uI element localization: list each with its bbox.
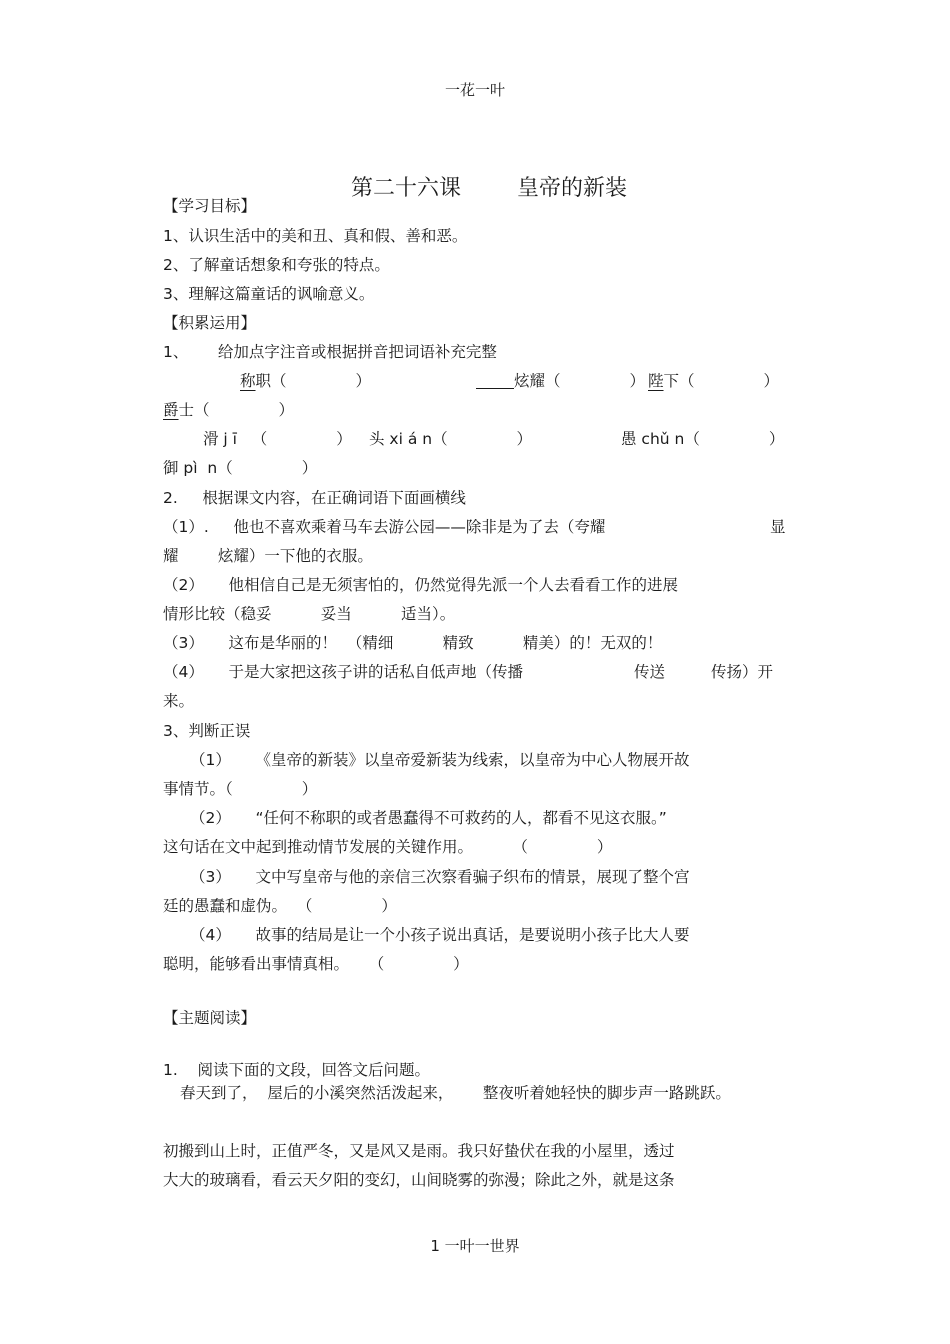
pinyin-huaji: 滑 j ī （ ） [203, 430, 352, 448]
practice-heading: 【积累运用】 [163, 314, 257, 332]
q2-sentence-2b: 情形比较（稳妥 妥当 适当）。 [163, 605, 456, 623]
reading-q1: 1. 阅读下面的文段，回答文后问题。 [163, 1061, 430, 1079]
reading-paragraph-1: 春天到了， 屋后的小溪突然活泼起来， 整夜听着她轻快的脚步声一路跳跃。 [180, 1084, 731, 1102]
reading-paragraph-2a: 初搬到山上时，正值严冬，又是风又是雨。我只好蛰伏在我的小屋里，透过 [163, 1142, 675, 1160]
pinyin-yupin: 御 pì n（ ） [163, 459, 318, 477]
goals-heading: 【学习目标】 [163, 197, 257, 215]
q2-sentence-3: （3） 这布是华丽的！ （精细 精致 精美）的！无双的！ [163, 634, 663, 652]
reading-paragraph-2b: 大大的玻璃看，看云天夕阳的变幻，山间晓雾的弥漫；除此之外，就是这条 [163, 1171, 675, 1189]
q2-title: 2. 根据课文内容，在正确词语下面画横线 [163, 489, 466, 507]
pinyin-touxian: 头 xi á n（ ） [369, 430, 533, 448]
q2-sentence-4b: 传送 [634, 663, 666, 681]
word-bixia: 陛下（ ） [648, 372, 779, 390]
goal-item-3: 3、理解这篇童话的讽喻意义。 [163, 285, 375, 303]
word-jueshi: 爵士（ ） [163, 401, 294, 419]
page-title [0, 150, 950, 228]
q3-title: 3、判断正误 [163, 722, 251, 740]
page-footer: 1 一叶一世界 [430, 1237, 520, 1255]
q3-judge-2b: 这句话在文中起到推动情节发展的关键作用。 （ ） [163, 838, 613, 856]
q1-title: 1、 给加点字注音或根据拼音把词语补充完整 [163, 343, 497, 361]
word-chengzhi: 称职（ ） [240, 372, 371, 390]
q2-sentence-1a: （1）. 他也不喜欢乘着马车去游公园——除非是为了去（夸耀 [163, 518, 606, 536]
q3-judge-4b: 聪明，能够看出事情真相。 （ ） [163, 955, 469, 973]
goal-item-2: 2、了解童话想象和夸张的特点。 [163, 256, 390, 274]
word-xuanyao: 炫耀（ ） [476, 371, 645, 391]
q2-sentence-4a: （4） 于是大家把这孩子讲的话私自低声地（传播 [163, 663, 523, 681]
reading-heading: 【主题阅读】 [163, 1009, 257, 1027]
pinyin-yuchun: 愚 chǔ n（ ） [621, 430, 785, 448]
page-header: 一花一叶 [444, 81, 505, 99]
q3-judge-1b: 事情节。（ ） [163, 780, 318, 798]
dotted-char: 陛 [648, 372, 664, 390]
fill-blank-line [476, 372, 514, 389]
goal-item-1: 1、认识生活中的美和丑、真和假、善和恶。 [163, 227, 468, 245]
q3-judge-1a: （1） 《皇帝的新装》以皇帝爱新装为线索，以皇帝为中心人物展开故 [190, 751, 690, 769]
dotted-char: 称 [240, 372, 256, 390]
q2-sentence-4d: 来。 [163, 692, 195, 710]
q3-judge-4a: （4） 故事的结局是让一个小孩子说出真话，是要说明小孩子比大人要 [190, 926, 690, 944]
lesson-number: 第二十六课 [351, 176, 462, 201]
q3-judge-3a: （3） 文中写皇帝与他的亲信三次察看骗子织布的情景，展现了整个宫 [190, 868, 690, 886]
title-gap [461, 176, 517, 201]
lesson-name: 皇帝的新装 [516, 176, 627, 201]
q2-sentence-1c: 耀 炫耀）一下他的衣服。 [163, 547, 373, 565]
q2-sentence-2a: （2） 他相信自己是无须害怕的，仍然觉得先派一个人去看看工作的进展 [163, 576, 678, 594]
q2-sentence-1b: 显 [770, 518, 786, 536]
q2-sentence-4c: 传扬）开 [711, 663, 774, 681]
q3-judge-2a: （2） “任何不称职的或者愚蠢得不可救药的人，都看不见这衣服。” [190, 809, 667, 827]
dotted-char: 爵 [163, 401, 179, 419]
q3-judge-3b: 廷的愚蠢和虚伪。 （ ） [163, 897, 397, 915]
